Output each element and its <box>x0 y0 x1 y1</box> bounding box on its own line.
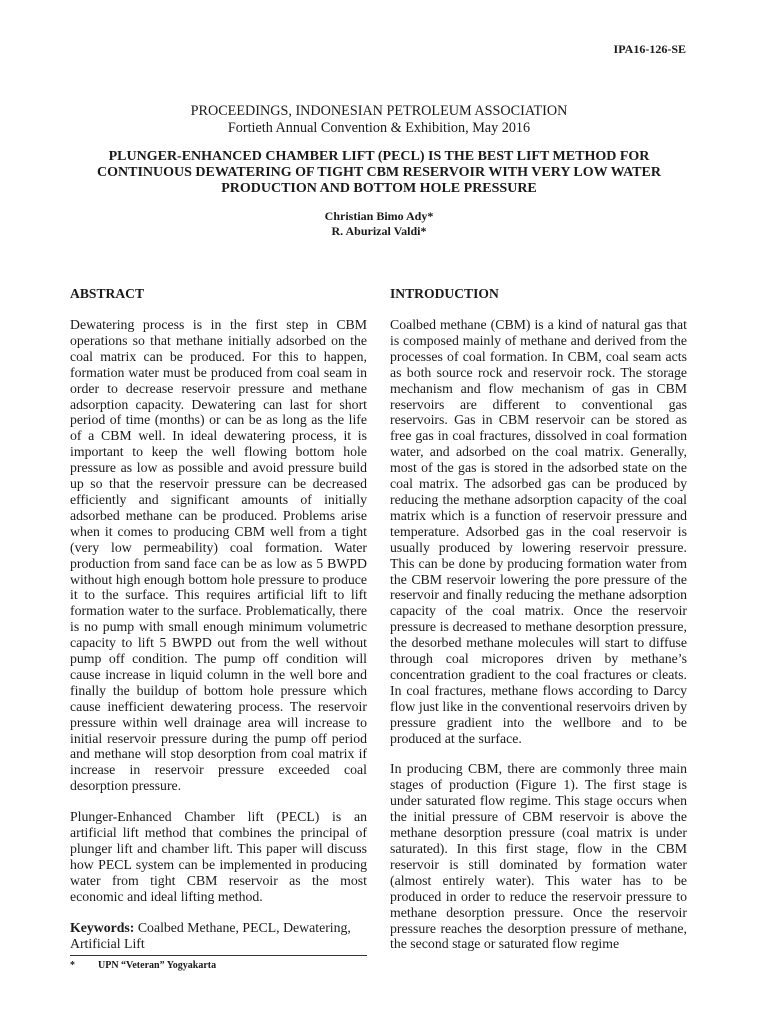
author-1: Christian Bimo Ady* <box>324 209 434 223</box>
paper-title: PLUNGER-ENHANCED CHAMBER LIFT (PECL) IS THE BEST LIFT METHOD FOR CONTINUOUS DEWATERING OF TIGHT CBM RESERVOIR WITH VERY LOW WATER PRODUCTION AND BOTTOM HOLE PRESSURE <box>97 149 661 196</box>
abstract-paragraph-2: Plunger-Enhanced Chamber lift (PECL) is an artificial lift method that combines the principal of plunger lift and chamber lift. This paper will discuss how PECL system can be implemented in producing water from tight CBM reservoir as the most economic and ideal lifting method. <box>70 809 367 904</box>
left-column <box>70 286 367 966</box>
proceedings-line-1: PROCEEDINGS, INDONESIAN PETROLEUM ASSOCIATION <box>190 103 568 119</box>
keywords-label: Keywords: <box>70 919 135 935</box>
proceedings-line-2: Fortieth Annual Convention & Exhibition, May 2016 <box>227 120 531 136</box>
footnote-mark: * <box>70 960 75 971</box>
introduction-heading: INTRODUCTION <box>390 286 499 301</box>
right-column <box>390 286 687 967</box>
abstract-heading: ABSTRACT <box>70 286 145 301</box>
keywords-list: Coalbed Methane, PECL, Dewatering, Artificial Lift <box>70 919 351 951</box>
introduction-paragraph-2: In producing CBM, there are commonly three main stages of production (Figure 1). The first stage is under saturated flow regime. This stage occurs when the initial pressure of CBM reservoir is above the methane desorption pressure (coal matrix is under saturated). In this first stage, flow in the CBM reservoir is still dominated by formation water (almost entirely water). This water has to be produced in order to reduce the reservoir pressure to methane desorption pressure. Once the reservoir pressure reaches the desorption pressure of methane, the second stage or saturated flow regime <box>390 761 687 952</box>
footnote-affiliation: UPN “Veteran” Yogyakarta <box>98 960 217 971</box>
footnote-divider <box>70 955 367 956</box>
introduction-paragraph-1: Coalbed methane (CBM) is a kind of natural gas that is composed mainly of methane and derived from the processes of coal formation. In CBM, coal seam acts as both source rock and reservoir rock. The storage mechanism and flow mechanism of gas in CBM reservoirs are different to conventional gas reservoirs. Gas in CBM reservoir can be stored as free gas in coal fractures, dissolved in coal formation water, and adsorbed on the coal matrix. Generally, most of the gas is stored in the adsorbed state on the coal matrix. The adsorbed gas can be produced by reducing the methane adsorption capacity of the coal matrix which is a function of reservoir pressure and temperature. Adsorbed gas in the coal reservoir is usually produced by lowering reservoir pressure. This can be done by producing formation water from the CBM reservoir lowering the pore pressure of the reservoir and finally reducing the methane adsorption capacity of the coal matrix. Once the reservoir pressure is decreased to methane desorption pressure, the desorbed methane molecules will start to diffuse through coal micropores driven by methane’s concentration gradient to the coal fractures or cleats. In coal fractures, methane flows according to Darcy flow just like in the conventional reservoirs driven by pressure gradient into the wellbore and to be produced at the surface. <box>390 317 687 746</box>
abstract-paragraph-1: Dewatering process is in the first step in CBM operations so that methane initially adsorbed on the coal matrix can be produced. For this to happen, formation water must be produced from coal seam in order to decrease reservoir pressure and methane adsorption capacity. Dewatering can last for short period of time (months) or can be as long as the life of a CBM well. In ideal dewatering process, it is important to keep the well flowing bottom hole pressure as low as possible and avoid pressure build up so that the reservoir pressure can be decreased efficiently and significant amounts of initially adsorbed methane can be produced. Problems arise when it comes to producing CBM well from a tight (very low permeability) coal formation. Water production from sand face can be as low as 5 BWPD without high enough bottom hole pressure to produce it to the surface. This requires artificial lift to lift formation water to the surface. Problematically, there is no pump with small enough minimum volumetric capacity to lift 5 BWPD out from the well without pump off condition. The pump off condition will cause increase in liquid column in the well bore and finally the buildup of bottom hole pressure which cause inefficient dewatering process. The reservoir pressure within well drainage area will increase to initial reservoir pressure during the pump off period and methane will stop desorption from coal matrix if increase in reservoir pressure exceeded coal desorption pressure. <box>70 317 367 794</box>
author-2: R. Aburizal Valdi* <box>331 224 427 238</box>
footnote <box>70 960 216 971</box>
keywords <box>70 920 367 952</box>
paper-code: IPA16-126-SE <box>613 42 686 56</box>
author-list <box>70 209 688 239</box>
proceedings-header <box>70 103 688 137</box>
